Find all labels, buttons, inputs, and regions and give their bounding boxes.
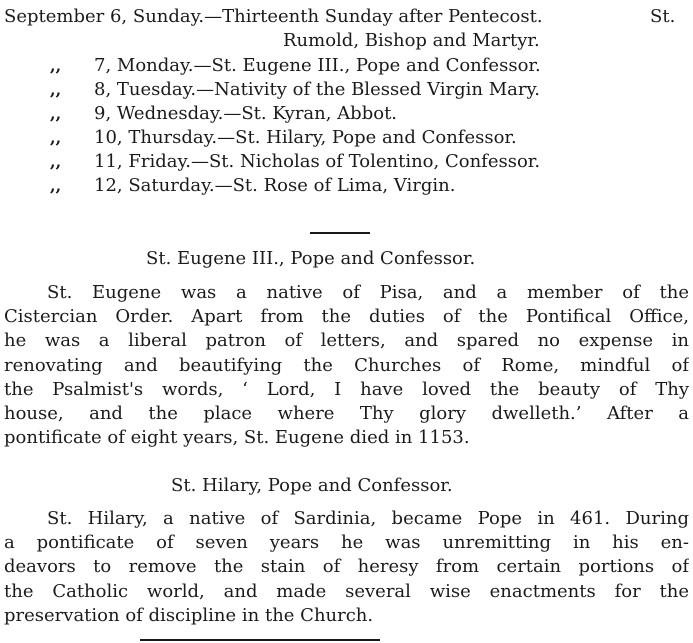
calendar-entry-6-continuation: Rumold, Bishop and Martyr. — [283, 30, 540, 51]
calendar-entry-6-text: September 6, Sunday.—Thirteenth Sunday after Pentecost. — [4, 6, 543, 27]
calendar-entry-7 — [0, 55, 693, 77]
calendar-entry-text: 10, Thursday.—St. Hilary, Pope and Confessor. — [94, 127, 517, 148]
calendar-entry-9 — [0, 103, 693, 125]
ditto-mark: ,, — [50, 128, 62, 147]
section-heading-eugene: St. Eugene III., Pope and Confessor. — [146, 248, 476, 269]
calendar-entry-text: 12, Saturday.—St. Rose of Lima, Virgin. — [94, 175, 456, 196]
calendar-entry-12 — [0, 175, 693, 197]
paragraph-eugene — [4, 281, 689, 450]
calendar-entry-11 — [0, 151, 693, 173]
paragraph-line: the Psalmist's words, ‘ Lord, I have loved the beauty of Thy — [4, 378, 689, 400]
calendar-entry-10 — [0, 127, 693, 149]
ditto-mark: ,, — [50, 152, 62, 171]
paragraph-line: the Catholic world, and made several wise enactments for the — [4, 580, 689, 602]
calendar-entry-text: 8, Tuesday.—Nativity of the Blessed Virgin Mary. — [94, 79, 540, 100]
calendar-entry-8 — [0, 79, 693, 101]
ditto-mark: ,, — [50, 80, 62, 99]
section-divider-rule — [310, 232, 370, 234]
calendar-entry-text: 11, Friday.—St. Nicholas of Tolentino, Confessor. — [94, 151, 541, 172]
calendar-entry-6-suffix: St. — [650, 6, 676, 27]
paragraph-line: Cistercian Order. Apart from the duties of the Pontifical Office, — [4, 306, 689, 328]
paragraph-line: he was a liberal patron of letters, and spared no expense in — [4, 330, 689, 352]
paragraph-line: St. Hilary, a native of Sardinia, became Pope in 461. During — [47, 508, 689, 529]
paragraph-line: pontificate of eight years, St. Eugene died in 1153. — [4, 427, 470, 449]
paragraph-line: preservation of discipline in the Church. — [4, 604, 374, 626]
calendar-entry-text: 9, Wednesday.—St. Kyran, Abbot. — [94, 103, 398, 124]
paragraph-hilary — [4, 507, 689, 628]
paragraph-line: St. Eugene was a native of Pisa, and a member of the — [47, 282, 689, 303]
ditto-mark: ,, — [50, 176, 62, 195]
calendar-entry-6 — [4, 6, 543, 28]
paragraph-line: renovating and beautifying the Churches of Rome, mindful of — [4, 354, 689, 376]
paragraph-line: deavors to remove the stain of heresy from certain portions of — [4, 556, 689, 578]
ditto-mark: ,, — [50, 56, 62, 75]
calendar-entry-text: 7, Monday.—St. Eugene III., Pope and Confessor. — [94, 55, 541, 76]
paragraph-line: a pontificate of seven years he was unremitting in his en- — [4, 532, 689, 554]
bottom-divider-rule — [140, 639, 380, 641]
paragraph-line: house, and the place where Thy glory dwelleth.’ After a — [4, 402, 689, 424]
section-heading-hilary: St. Hilary, Pope and Confessor. — [171, 475, 453, 496]
ditto-mark: ,, — [50, 104, 62, 123]
